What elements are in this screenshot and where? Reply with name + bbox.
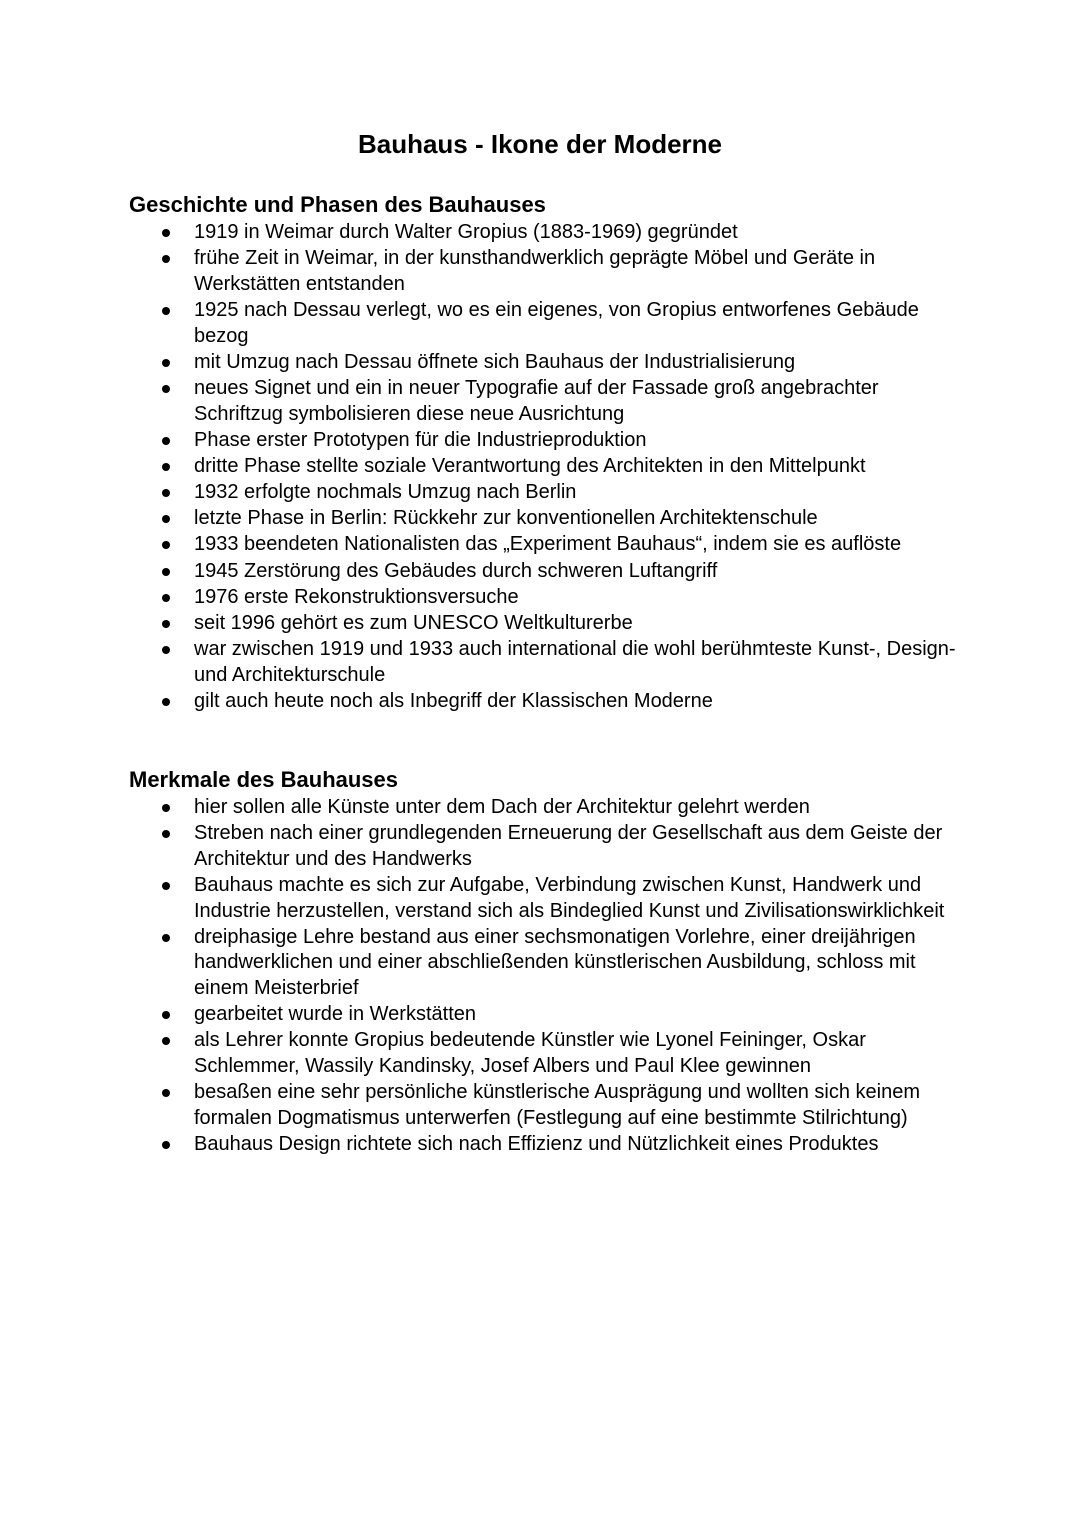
list-item <box>129 298 959 349</box>
bullet-icon <box>162 698 170 706</box>
list-item <box>129 350 959 376</box>
list-item <box>129 1028 959 1079</box>
list-item <box>129 480 959 506</box>
list-item-text: 1932 erfolgte nochmals Umzug nach Berlin <box>194 481 577 504</box>
list-item <box>129 376 959 427</box>
bullet-icon <box>162 437 170 445</box>
bullet-icon <box>162 541 170 549</box>
bullet-list <box>129 220 959 715</box>
list-item-text: 1925 nach Dessau verlegt, wo es ein eigenes, von Gropius entworfenes Gebäude bezog <box>194 298 919 347</box>
list-item <box>129 1080 959 1131</box>
list-item-text: besaßen eine sehr persönliche künstlerische Ausprägung und wollten sich keinem formalen Dogmatismus unterwerfen (Festlegung auf eine bestimmte Stilrichtung) <box>194 1081 920 1129</box>
list-item-text: Streben nach einer grundlegenden Erneuerung der Gesellschaft aus dem Geiste der Architektur und des Handwerks <box>194 822 943 870</box>
list-item-text: war zwischen 1919 und 1933 auch international die wohl berühmteste Kunst-, Design- und Architekturschule <box>194 638 956 686</box>
list-item-text: Bauhaus Design richtete sich nach Effizienz und Nützlichkeit eines Produktes <box>194 1132 879 1155</box>
bullet-icon <box>162 515 170 523</box>
list-item-text: hier sollen alle Künste unter dem Dach der Architektur gelehrt werden <box>194 796 810 818</box>
list-item <box>129 637 959 688</box>
list-item-text: 1976 erste Rekonstruktionsversuche <box>194 585 519 608</box>
bullet-icon <box>162 359 170 367</box>
bullet-icon <box>162 229 170 237</box>
bullet-icon <box>162 307 170 315</box>
bullet-icon <box>162 620 170 628</box>
bullet-list <box>129 795 959 1157</box>
bullet-icon <box>162 882 170 890</box>
list-item-text: 1919 in Weimar durch Walter Gropius (1883-1969) gegründet <box>194 221 738 243</box>
list-item-text: dreiphasige Lehre bestand aus einer sechsmonatigen Vorlehre, einer dreijährigen handwerklichen und einer abschließenden künstlerischen Ausbildung, schloss mit einem Meisterbrief <box>194 925 916 999</box>
list-item <box>129 1132 959 1158</box>
bullet-icon <box>162 1089 170 1097</box>
section-features <box>129 765 959 1158</box>
bullet-icon <box>162 1141 170 1149</box>
list-item <box>129 428 959 454</box>
bullet-icon <box>162 1037 170 1045</box>
list-item-text: 1945 Zerstörung des Gebäudes durch schweren Luftangriff <box>194 559 718 582</box>
section-heading: Merkmale des Bauhauses <box>129 767 399 792</box>
list-item-text: als Lehrer konnte Gropius bedeutende Künstler wie Lyonel Feininger, Oskar Schlemmer, Wassily Kandinsky, Josef Albers und Paul Klee gewinnen <box>194 1029 866 1077</box>
bullet-icon <box>162 568 170 576</box>
list-item <box>129 795 959 821</box>
list-item-text: gilt auch heute noch als Inbegriff der Klassischen Moderne <box>194 690 713 712</box>
list-item <box>129 506 959 532</box>
list-item <box>129 689 959 715</box>
bullet-icon <box>162 830 170 838</box>
bullet-icon <box>162 934 170 942</box>
list-item-text: 1933 beendeten Nationalisten das „Experiment Bauhaus“, indem sie es auflöste <box>194 533 902 556</box>
list-item <box>129 1002 959 1028</box>
list-item-text: frühe Zeit in Weimar, in der kunsthandwerklich geprägte Möbel und Geräte in Werkstätten entstanden <box>194 247 876 295</box>
list-item <box>129 611 959 637</box>
list-item <box>129 873 959 924</box>
bullet-icon <box>162 1011 170 1019</box>
list-item <box>129 220 959 246</box>
list-item <box>129 246 959 297</box>
list-item-text: Phase erster Prototypen für die Industrieproduktion <box>194 428 647 451</box>
bullet-icon <box>162 804 170 812</box>
section-history <box>129 190 959 715</box>
list-item <box>129 532 959 558</box>
list-item <box>129 454 959 480</box>
list-item-text: letzte Phase in Berlin: Rückkehr zur konventionellen Architektenschule <box>194 507 818 530</box>
bullet-icon <box>162 594 170 602</box>
bullet-icon <box>162 255 170 263</box>
list-item-text: seit 1996 gehört es zum UNESCO Weltkulturerbe <box>194 612 633 635</box>
list-item-text: dritte Phase stellte soziale Verantwortung des Architekten in den Mittelpunkt <box>194 454 866 477</box>
list-item <box>129 925 959 1002</box>
document-title: Bauhaus - Ikone der Moderne <box>357 129 723 159</box>
list-item-text: gearbeitet wurde in Werkstätten <box>194 1003 477 1026</box>
bullet-icon <box>162 489 170 497</box>
bullet-icon <box>162 385 170 393</box>
list-item-text: mit Umzug nach Dessau öffnete sich Bauhaus der Industrialisierung <box>194 350 796 373</box>
list-item-text: neues Signet und ein in neuer Typografie auf der Fassade groß angebrachter Schriftzug symbolisieren diese neue Ausrichtung <box>194 376 879 425</box>
bullet-icon <box>162 646 170 654</box>
list-item-text: Bauhaus machte es sich zur Aufgabe, Verbindung zwischen Kunst, Handwerk und Industrie herzustellen, verstand sich als Bindeglied Kunst und Zivilisationswirklichkeit <box>194 873 945 922</box>
list-item <box>129 559 959 585</box>
section-heading: Geschichte und Phasen des Bauhauses <box>129 192 546 217</box>
list-item <box>129 585 959 611</box>
bullet-icon <box>162 463 170 471</box>
list-item <box>129 821 959 872</box>
